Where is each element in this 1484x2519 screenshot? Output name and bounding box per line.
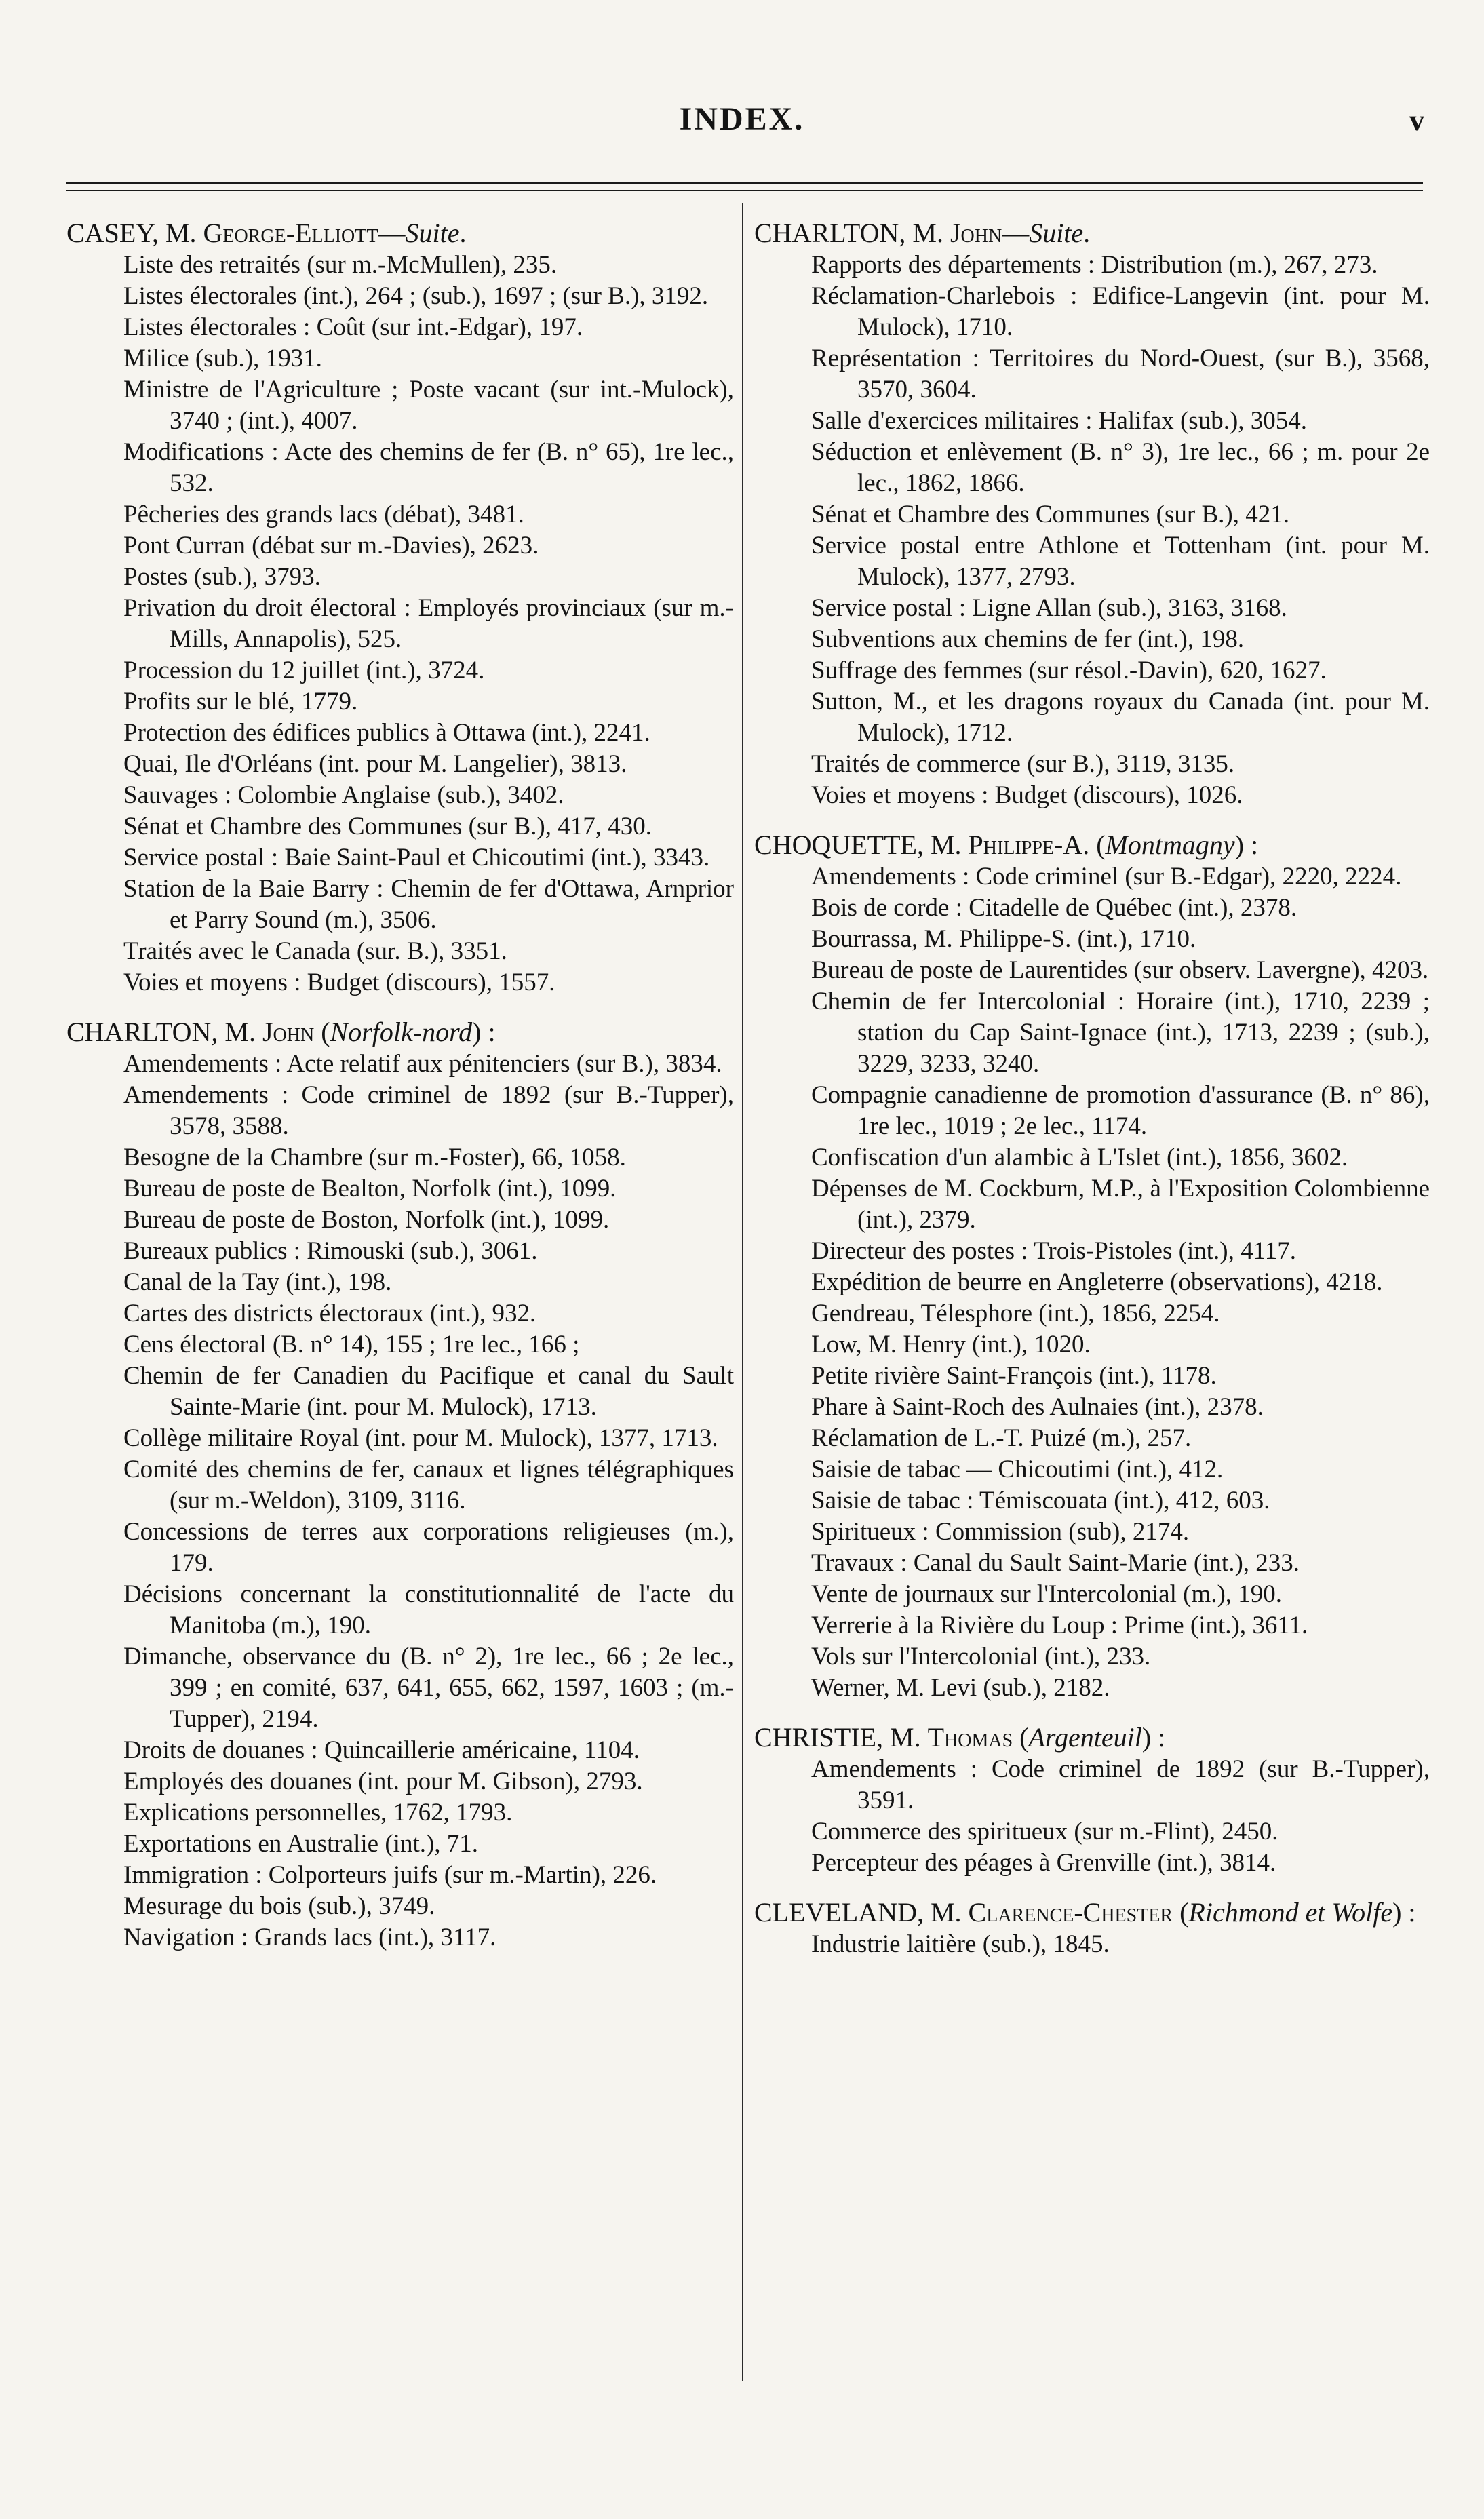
index-item: Navigation : Grands lacs (int.), 3117. bbox=[123, 1924, 496, 1951]
index-item: Spiritueux : Commission (sub), 2174. bbox=[811, 1518, 1190, 1546]
index-item: Dépenses de M. Cockburn, M.P., à l'Exposition Colombienne (int.), 2379. bbox=[811, 1175, 1430, 1234]
surname: CLEVELAND, M. bbox=[754, 1897, 969, 1928]
index-item: Sutton, M., et les dragons royaux du Canada (int. pour M. Mulock), 1712. bbox=[811, 688, 1430, 747]
index-item: Amendements : Code criminel de 1892 (sur B.-Tupper), 3578, 3588. bbox=[123, 1081, 734, 1140]
index-item: Service postal entre Athlone et Tottenham (int. pour M. Mulock), 1377, 2793. bbox=[811, 532, 1430, 591]
index-item: Privation du droit électoral : Employés provinciaux (sur m.-Mills, Annapolis), 525. bbox=[123, 594, 734, 653]
index-item: Listes électorales (int.), 264 ; (sub.), 1697 ; (sur B.), 3192. bbox=[123, 282, 709, 310]
index-item: Exportations en Australie (int.), 71. bbox=[123, 1830, 479, 1858]
index-item: Bureau de poste de Laurentides (sur observ. Lavergne), 4203. bbox=[811, 956, 1429, 984]
index-item: Rapports des départements : Distribution (m.), 267, 273. bbox=[811, 251, 1378, 279]
index-item: Immigration : Colporteurs juifs (sur m.-Martin), 226. bbox=[123, 1861, 657, 1889]
index-item: Besogne de la Chambre (sur m.-Foster), 66, 1058. bbox=[123, 1144, 626, 1171]
index-column-left bbox=[66, 217, 734, 1956]
index-item: Gendreau, Télesphore (int.), 1856, 2254. bbox=[811, 1300, 1220, 1327]
header-rule-thin bbox=[66, 190, 1423, 191]
index-item: Réclamation de L.-T. Puizé (m.), 257. bbox=[811, 1424, 1192, 1452]
index-item: Pont Curran (débat sur m.-Davies), 2623. bbox=[123, 532, 539, 560]
index-item: Bureau de poste de Boston, Norfolk (int.), 1099. bbox=[123, 1206, 610, 1234]
index-item: Vente de journaux sur l'Intercolonial (m.), 190. bbox=[811, 1580, 1283, 1608]
index-item: Commerce des spiritueux (sur m.-Flint), 2450. bbox=[811, 1818, 1278, 1846]
index-item: Compagnie canadienne de promotion d'assurance (B. n° 86), 1re lec., 1019 ; 2e lec., 1174. bbox=[811, 1081, 1430, 1140]
index-item: Profits sur le blé, 1779. bbox=[123, 688, 358, 716]
surname: CHARLTON, M. bbox=[754, 218, 950, 248]
entry-heading bbox=[66, 217, 734, 250]
heading-separator: ( bbox=[1013, 1722, 1029, 1753]
index-item: Salle d'exercices militaires : Halifax (sub.), 3054. bbox=[811, 407, 1308, 435]
index-entry bbox=[754, 1721, 1430, 1879]
index-item: Amendements : Acte relatif aux pénitenciers (sur B.), 3834. bbox=[123, 1050, 722, 1078]
index-entry bbox=[754, 1896, 1430, 1960]
index-item: Collège militaire Royal (int. pour M. Mulock), 1377, 1713. bbox=[123, 1424, 718, 1452]
column-divider bbox=[742, 203, 743, 2381]
index-item: Amendements : Code criminel de 1892 (sur B.-Tupper), 3591. bbox=[811, 1755, 1430, 1814]
index-item: Cartes des districts électoraux (int.), 932. bbox=[123, 1300, 536, 1327]
index-item: Service postal : Ligne Allan (sub.), 3163, 3168. bbox=[811, 594, 1287, 622]
given-name: George-Elliott bbox=[203, 218, 378, 248]
index-item: Phare à Saint-Roch des Aulnaies (int.), 2378. bbox=[811, 1393, 1264, 1421]
index-item: Werner, M. Levi (sub.), 2182. bbox=[811, 1674, 1110, 1702]
index-item: Service postal : Baie Saint-Paul et Chicoutimi (int.), 3343. bbox=[123, 844, 710, 872]
index-item: Suffrage des femmes (sur résol.-Davin), 620, 1627. bbox=[811, 657, 1327, 684]
surname: CASEY, M. bbox=[66, 218, 203, 248]
surname: CHOQUETTE, M. bbox=[754, 829, 969, 860]
index-item: Travaux : Canal du Sault Saint-Marie (int.), 233. bbox=[811, 1549, 1300, 1577]
index-item: Représentation : Territoires du Nord-Ouest, (sur B.), 3568, 3570, 3604. bbox=[811, 345, 1430, 404]
entry-heading bbox=[754, 1721, 1430, 1754]
index-item: Chemin de fer Intercolonial : Horaire (int.), 1710, 2239 ; station du Cap Saint-Ignace (int.), 1713, 2239 ; (sub.), 3229, 3233, 3240. bbox=[811, 988, 1430, 1078]
index-item: Directeur des postes : Trois-Pistoles (int.), 4117. bbox=[811, 1237, 1296, 1265]
riding-name: Argenteuil bbox=[1028, 1722, 1142, 1753]
heading-tail: ) : bbox=[1392, 1897, 1416, 1928]
heading-tail: ) : bbox=[472, 1017, 496, 1047]
index-item: Confiscation d'un alambic à L'Islet (int.), 1856, 3602. bbox=[811, 1144, 1348, 1171]
entry-heading bbox=[754, 217, 1430, 250]
index-item: Ministre de l'Agriculture ; Poste vacant (sur int.-Mulock), 3740 ; (int.), 4007. bbox=[123, 376, 734, 435]
index-item: Sénat et Chambre des Communes (sur B.), 421. bbox=[811, 501, 1289, 528]
index-item: Réclamation-Charlebois : Edifice-Langevin (int. pour M. Mulock), 1710. bbox=[811, 282, 1430, 341]
index-item: Industrie laitière (sub.), 1845. bbox=[811, 1930, 1110, 1958]
given-name: John bbox=[950, 218, 1002, 248]
index-item: Petite rivière Saint-François (int.), 1178. bbox=[811, 1362, 1217, 1390]
index-item: Quai, Ile d'Orléans (int. pour M. Langelier), 3813. bbox=[123, 750, 627, 778]
entry-heading bbox=[754, 1896, 1430, 1929]
index-item: Liste des retraités (sur m.-McMullen), 235. bbox=[123, 251, 558, 279]
given-name: Clarence-Chester bbox=[968, 1897, 1173, 1928]
index-item: Comité des chemins de fer, canaux et lignes télégraphiques (sur m.-Weldon), 3109, 3116. bbox=[123, 1456, 734, 1515]
index-item: Saisie de tabac : Témiscouata (int.), 412, 603. bbox=[811, 1487, 1270, 1515]
riding-name: Montmagny bbox=[1105, 829, 1235, 860]
index-item: Verrerie à la Rivière du Loup : Prime (int.), 3611. bbox=[811, 1612, 1308, 1639]
surname: CHARLTON, M. bbox=[66, 1017, 262, 1047]
index-item: Procession du 12 juillet (int.), 3724. bbox=[123, 657, 485, 684]
heading-separator: — bbox=[1002, 218, 1030, 248]
index-item: Saisie de tabac — Chicoutimi (int.), 412. bbox=[811, 1456, 1224, 1483]
heading-tail: ) : bbox=[1141, 1722, 1166, 1753]
heading-separator: — bbox=[378, 218, 406, 248]
index-item: Dimanche, observance du (B. n° 2), 1re lec., 66 ; 2e lec., 399 ; en comité, 637, 641, 655, 662, 1597, 1603 ; (m.-Tupper), 2194. bbox=[123, 1643, 734, 1733]
riding-name: Richmond et Wolfe bbox=[1188, 1897, 1393, 1928]
index-item: Traités de commerce (sur B.), 3119, 3135. bbox=[811, 750, 1235, 778]
index-item: Droits de douanes : Quincaillerie américaine, 1104. bbox=[123, 1736, 640, 1764]
index-column-right bbox=[754, 217, 1430, 1963]
surname: CHRISTIE, M. bbox=[754, 1722, 928, 1753]
riding-name: Norfolk-nord bbox=[330, 1017, 473, 1047]
page-number: v bbox=[1409, 104, 1424, 137]
given-name: Philippe-A. bbox=[968, 829, 1090, 860]
index-item: Cens électoral (B. n° 14), 155 ; 1re lec., 166 ; bbox=[123, 1331, 580, 1359]
heading-separator: ( bbox=[1089, 829, 1106, 860]
index-item: Mesurage du bois (sub.), 3749. bbox=[123, 1892, 435, 1920]
index-item: Séduction et enlèvement (B. n° 3), 1re lec., 66 ; m. pour 2e lec., 1862, 1866. bbox=[811, 438, 1430, 497]
index-entry bbox=[66, 1016, 734, 1953]
index-item: Bureaux publics : Rimouski (sub.), 3061. bbox=[123, 1237, 538, 1265]
index-item: Voies et moyens : Budget (discours), 1557. bbox=[123, 969, 555, 996]
index-item: Bourrassa, M. Philippe-S. (int.), 1710. bbox=[811, 925, 1196, 953]
index-entry bbox=[754, 217, 1430, 811]
index-item: Explications personnelles, 1762, 1793. bbox=[123, 1799, 513, 1827]
index-item: Protection des édifices publics à Ottawa (int.), 2241. bbox=[123, 719, 650, 747]
given-name: Thomas bbox=[927, 1722, 1013, 1753]
index-item: Percepteur des péages à Grenville (int.), 3814. bbox=[811, 1849, 1276, 1877]
index-item: Canal de la Tay (int.), 198. bbox=[123, 1268, 392, 1296]
index-item: Concessions de terres aux corporations religieuses (m.), 179. bbox=[123, 1518, 734, 1577]
index-item: Bureau de poste de Bealton, Norfolk (int.), 1099. bbox=[123, 1175, 617, 1203]
index-item: Traités avec le Canada (sur. B.), 3351. bbox=[123, 937, 507, 965]
index-item: Pêcheries des grands lacs (débat), 3481. bbox=[123, 501, 524, 528]
index-entry bbox=[66, 217, 734, 998]
page-title: INDEX. bbox=[679, 101, 805, 137]
index-item: Postes (sub.), 3793. bbox=[123, 563, 321, 591]
index-item: Sénat et Chambre des Communes (sur B.), 417, 430. bbox=[123, 813, 652, 840]
heading-tail: . bbox=[459, 218, 467, 248]
entry-heading bbox=[754, 829, 1430, 861]
index-item: Vols sur l'Intercolonial (int.), 233. bbox=[811, 1643, 1151, 1671]
index-item: Bois de corde : Citadelle de Québec (int.), 2378. bbox=[811, 894, 1297, 922]
entry-heading bbox=[66, 1016, 734, 1049]
heading-tail: . bbox=[1083, 218, 1091, 248]
heading-separator: ( bbox=[314, 1017, 330, 1047]
index-item: Listes électorales : Coût (sur int.-Edgar), 197. bbox=[123, 313, 583, 341]
riding-name: Suite bbox=[1029, 218, 1084, 248]
index-item: Modifications : Acte des chemins de fer (B. n° 65), 1re lec., 532. bbox=[123, 438, 734, 497]
given-name: John bbox=[262, 1017, 315, 1047]
heading-tail: ) : bbox=[1234, 829, 1259, 860]
header-rule-thick bbox=[66, 182, 1423, 184]
index-entry bbox=[754, 829, 1430, 1704]
index-item: Subventions aux chemins de fer (int.), 198. bbox=[811, 625, 1245, 653]
index-item: Voies et moyens : Budget (discours), 1026. bbox=[811, 781, 1243, 809]
index-item: Low, M. Henry (int.), 1020. bbox=[811, 1331, 1091, 1359]
index-item: Station de la Baie Barry : Chemin de fer d'Ottawa, Arnprior et Parry Sound (m.), 3506. bbox=[123, 875, 734, 934]
riding-name: Suite bbox=[405, 218, 460, 248]
index-item: Sauvages : Colombie Anglaise (sub.), 3402. bbox=[123, 781, 564, 809]
index-item: Décisions concernant la constitutionnalité de l'acte du Manitoba (m.), 190. bbox=[123, 1580, 734, 1639]
heading-separator: ( bbox=[1173, 1897, 1189, 1928]
index-item: Amendements : Code criminel (sur B.-Edgar), 2220, 2224. bbox=[811, 863, 1402, 891]
index-item: Expédition de beurre en Angleterre (observations), 4218. bbox=[811, 1268, 1383, 1296]
index-item: Chemin de fer Canadien du Pacifique et canal du Sault Sainte-Marie (int. pour M. Mulock), 1713. bbox=[123, 1362, 734, 1421]
index-item: Employés des douanes (int. pour M. Gibson), 2793. bbox=[123, 1768, 643, 1795]
index-item: Milice (sub.), 1931. bbox=[123, 345, 322, 372]
